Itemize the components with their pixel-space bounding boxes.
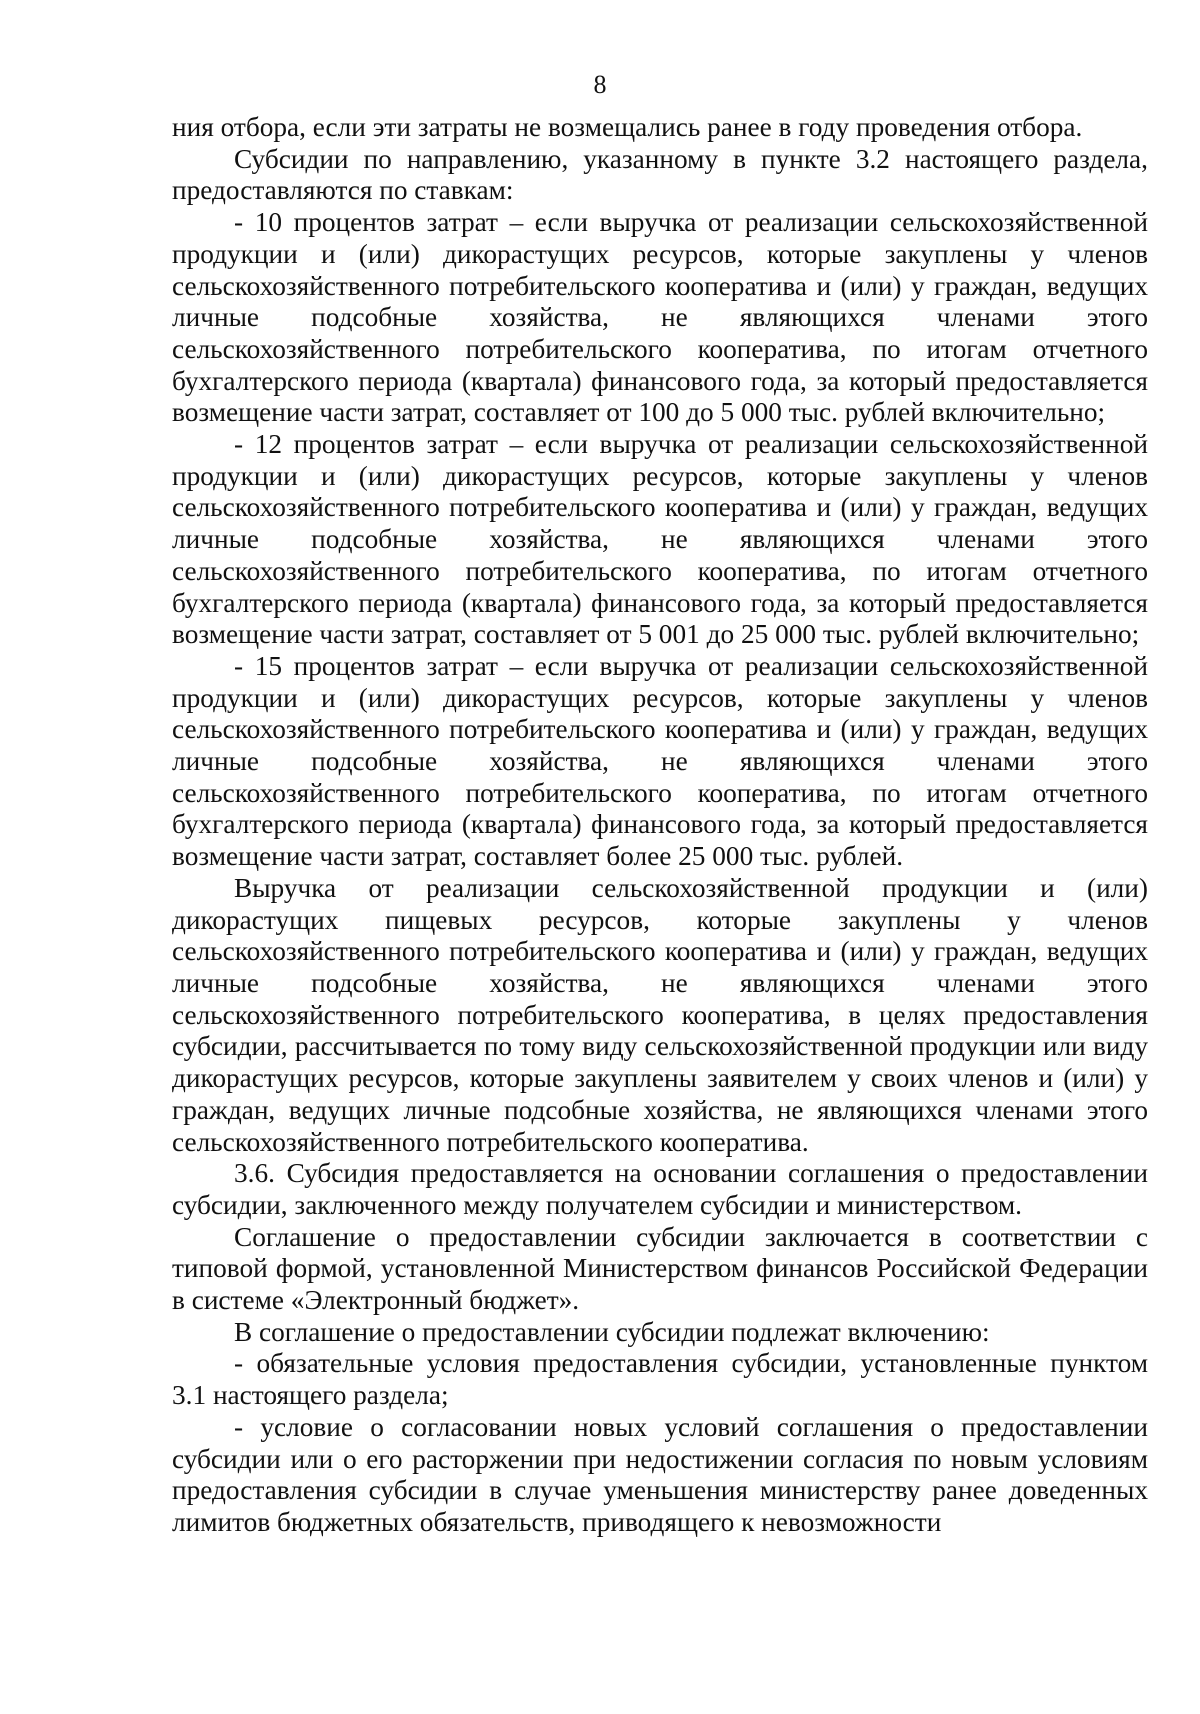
paragraph-rate-12-percent: - 12 процентов затрат – если выручка от реализации сельскохозяйственной продукции и (или) дикорастущих ресурсов, которые закуплены у членов сельскохозяйственного потребительского кооператива и (или) у граждан, ведущих личные подсобные хозяйства, не являющихся членами этого сельскохозяйственного потребительского кооператива, по итогам отчетного бухгалтерского периода (квартала) финансового года, за который предоставляется возмещение части затрат, составляет от 5 001 до 25 000 тыс. рублей включительно; [172, 429, 1148, 650]
page-number: 8 [593, 70, 607, 99]
paragraph-new-conditions: - условие о согласовании новых условий соглашения о предоставлении субсидии или о его расторжении при недостижении согласия по новым условиям предоставления субсидии в случае уменьшения министерству ранее доведенных лимитов бюджетных обязательств, приводящего к невозможности [172, 1411, 1148, 1537]
paragraph-mandatory-conditions: - обязательные условия предоставления субсидии, установленные пунктом 3.1 настоящего раздела; [172, 1348, 1148, 1411]
paragraph-revenue-calculation: Выручка от реализации сельскохозяйственной продукции и (или) дикорастущих пищевых ресурсов, которые закуплены у членов сельскохозяйственного потребительского кооператива и (или) у граждан, ведущих личные подсобные хозяйства, не являющихся членами этого сельскохозяйственного потребительского кооператива, в целях предоставления субсидии, рассчитывается по тому виду сельскохозяйственной продукции или виду дикорастущих ресурсов, которые закуплены заявителем у своих членов и (или) у граждан, ведущих личные подсобные хозяйства, не являющихся членами этого сельскохозяйственного потребительского кооператива. [172, 872, 1148, 1157]
paragraph-agreement-inclusions: В соглашение о предоставлении субсидии подлежат включению: [234, 1316, 990, 1347]
paragraph-rate-15-percent: - 15 процентов затрат – если выручка от реализации сельскохозяйственной продукции и (или) дикорастущих ресурсов, которые закуплены у членов сельскохозяйственного потребительского кооператива и (или) у граждан, ведущих личные подсобные хозяйства, не являющихся членами этого сельскохозяйственного потребительского кооператива, по итогам отчетного бухгалтерского периода (квартала) финансового года, за который предоставляется возмещение части затрат, составляет более 25 000 тыс. рублей. [172, 650, 1148, 872]
paragraph-agreement-form: Соглашение о предоставлении субсидии заключается в соответствии с типовой формой, установленной Министерством финансов Российской Федерации в системе «Электронный бюджет». [172, 1221, 1148, 1316]
paragraph-section-3-6: 3.6. Субсидия предоставляется на основании соглашения о предоставлении субсидии, заключенного между получателем субсидии и министерством. [172, 1158, 1148, 1220]
document-body [172, 112, 1148, 1539]
paragraph-rate-10-percent: - 10 процентов затрат – если выручка от реализации сельскохозяйственной продукции и (или) дикорастущих ресурсов, которые закуплены у членов сельскохозяйственного потребительского кооператива и (или) у граждан, ведущих личные подсобные хозяйства, не являющихся членами этого сельскохозяйственного потребительского кооператива, по итогам отчетного бухгалтерского периода (квартала) финансового года, за который предоставляется возмещение части затрат, составляет от 100 до 5 000 тыс. рублей включительно; [172, 207, 1148, 428]
paragraph-subsidy-rates-intro: Субсидии по направлению, указанному в пункте 3.2 настоящего раздела, предоставляются по ставкам: [172, 143, 1148, 206]
paragraph-continuation: ния отбора, если эти затраты не возмещались ранее в году проведения отбора. [172, 112, 1083, 142]
